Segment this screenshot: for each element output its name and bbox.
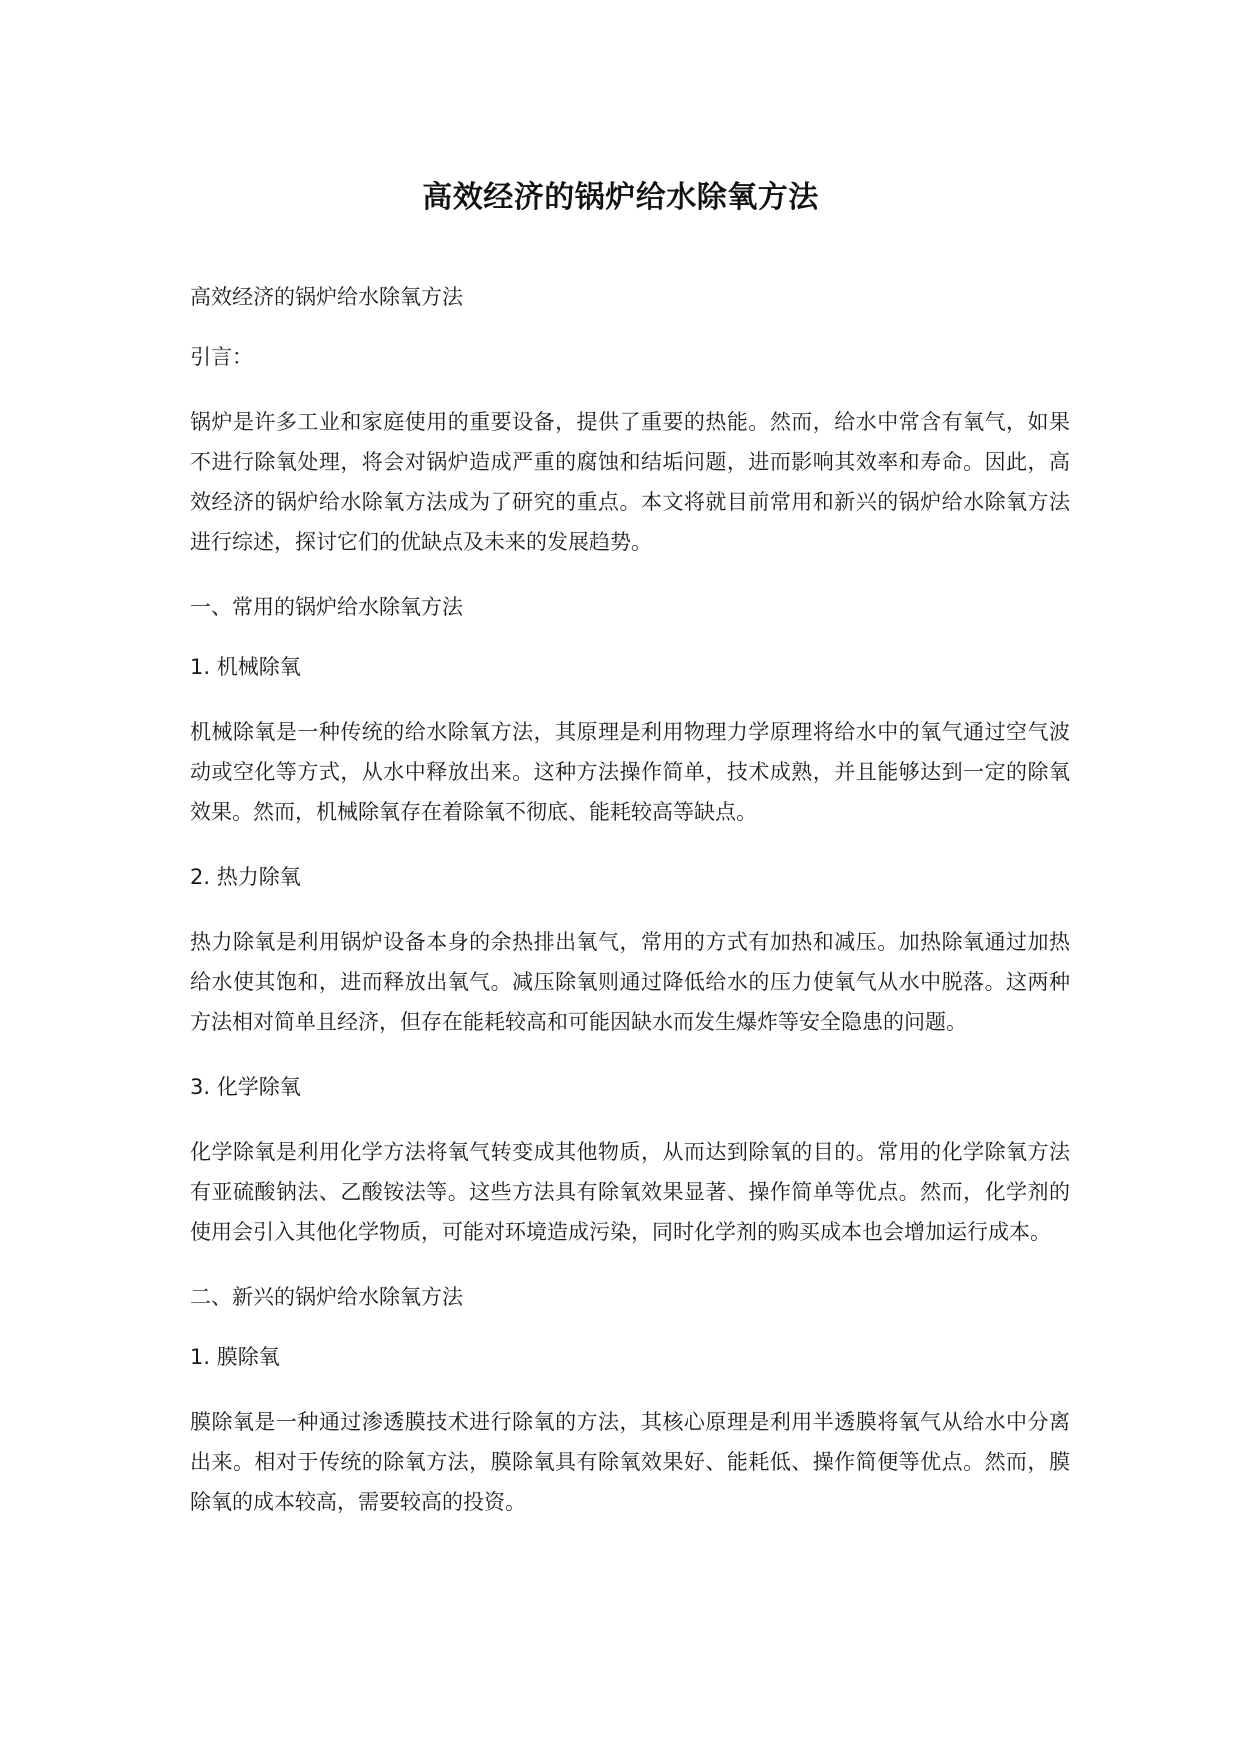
section-heading-common-methods: 一、常用的锅炉给水除氧方法: [190, 595, 463, 619]
document-title: 高效经济的锅炉给水除氧方法: [422, 180, 819, 215]
item-heading-chemical: 3. 化学除氧: [190, 1075, 301, 1099]
paragraph-thermal: 热力除氧是利用锅炉设备本身的余热排出氧气，常用的方式有加热和减压。加热除氧通过加热给水使其饱和，进而释放出氧气。减压除氧则通过降低给水的压力使氧气从水中脱落。这两种方法相对简单且经济，但存在能耗较高和可能因缺水而发生爆炸等安全隐患的问题。: [190, 930, 1070, 1034]
item-heading-mechanical: 1. 机械除氧: [190, 655, 301, 679]
paragraph-membrane: 膜除氧是一种通过渗透膜技术进行除氧的方法，其核心原理是利用半透膜将氧气从给水中分离出来。相对于传统的除氧方法，膜除氧具有除氧效果好、能耗低、操作简便等优点。然而，膜除氧的成本较高，需要较高的投资。: [190, 1410, 1070, 1514]
section-heading-emerging-methods: 二、新兴的锅炉给水除氧方法: [190, 1285, 463, 1309]
item-heading-thermal: 2. 热力除氧: [190, 865, 301, 889]
intro-paragraph: 锅炉是许多工业和家庭使用的重要设备，提供了重要的热能。然而，给水中常含有氧气，如果不进行除氧处理，将会对锅炉造成严重的腐蚀和结垢问题，进而影响其效率和寿命。因此，高效经济的锅炉给水除氧方法成为了研究的重点。本文将就目前常用和新兴的锅炉给水除氧方法进行综述，探讨它们的优缺点及未来的发展趋势。: [190, 410, 1070, 554]
paragraph-mechanical: 机械除氧是一种传统的给水除氧方法，其原理是利用物理力学原理将给水中的氧气通过空气波动或空化等方式，从水中释放出来。这种方法操作简单，技术成熟，并且能够达到一定的除氧效果。然而，机械除氧存在着除氧不彻底、能耗较高等缺点。: [190, 720, 1070, 824]
document-body: [190, 282, 1070, 1522]
document-subtitle: 高效经济的锅炉给水除氧方法: [190, 285, 463, 309]
intro-label: 引言：: [190, 345, 253, 369]
paragraph-chemical: 化学除氧是利用化学方法将氧气转变成其他物质，从而达到除氧的目的。常用的化学除氧方法有亚硫酸钠法、乙酸铵法等。这些方法具有除氧效果显著、操作简单等优点。然而，化学剂的使用会引入其他化学物质，可能对环境造成污染，同时化学剂的购买成本也会增加运行成本。: [190, 1140, 1070, 1244]
item-heading-membrane: 1. 膜除氧: [190, 1345, 280, 1369]
